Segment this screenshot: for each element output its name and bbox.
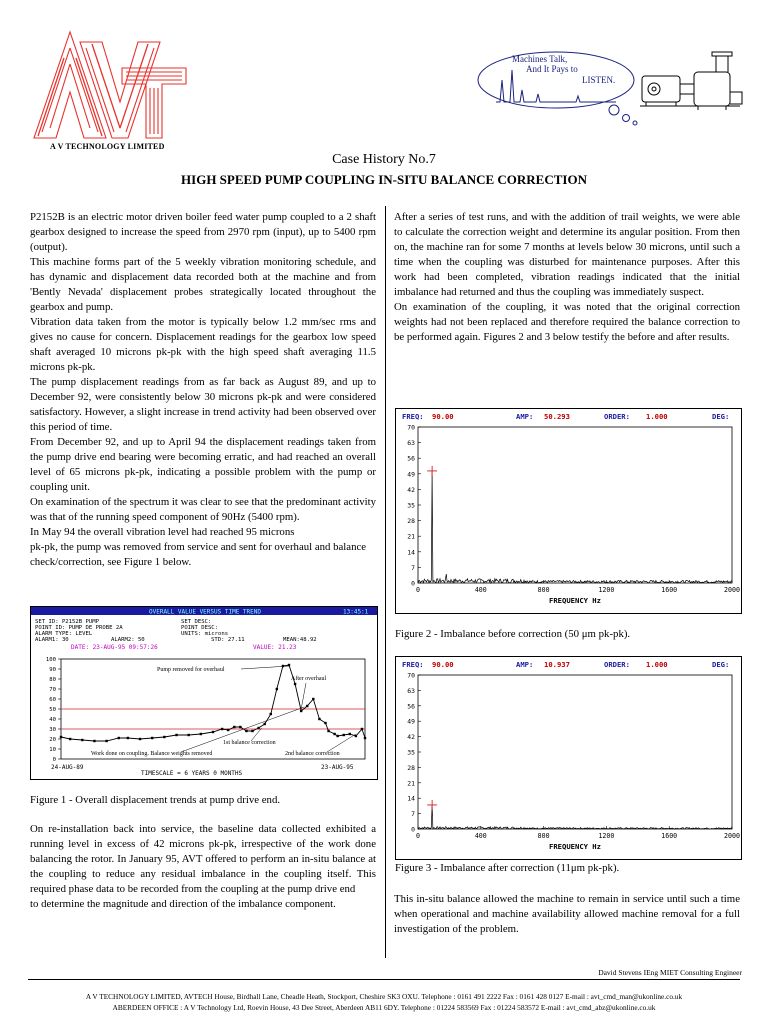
trend-point <box>239 726 241 728</box>
y-tick-label: 42 <box>407 733 415 742</box>
footer-address-main: A V TECHNOLOGY LIMITED, AVTECH House, Birdhall Lane, Cheadle Heath, Stockport, Cheshire SK3 OXU. Telephone : 0161 491 2222 Fax : 0161 428 0127 E-mail : avt_cmd_man@ukonline.co.uk <box>85 992 683 1001</box>
trend-point <box>187 734 189 736</box>
trend-point <box>163 736 165 738</box>
y-tick-label: 10 <box>49 747 56 753</box>
order-label: ORDER: <box>604 660 630 669</box>
tagline-line3: LISTEN. <box>582 75 616 85</box>
x-tick-label: 400 <box>474 832 487 840</box>
trend-point <box>212 731 214 733</box>
y-tick-label: 56 <box>407 454 415 463</box>
x-axis-label: FREQUENCY Hz <box>549 842 601 851</box>
y-tick-label: 100 <box>45 657 56 663</box>
case-number: Case History No.7 <box>332 152 436 167</box>
trend-point <box>221 728 223 730</box>
x-tick-label: 1600 <box>661 586 678 594</box>
x-tick-label: 1200 <box>598 832 615 840</box>
trend-point <box>233 726 235 728</box>
y-tick-label: 7 <box>411 810 415 819</box>
y-tick-label: 0 <box>52 757 56 763</box>
spectrum-line <box>418 471 732 583</box>
freq-value: 90.00 <box>432 660 454 669</box>
trend-point <box>343 734 345 736</box>
y-tick-label: 20 <box>49 737 56 743</box>
x-tick-label: 800 <box>537 586 550 594</box>
trend-value: VALUE: 21.23 <box>253 644 297 651</box>
header-set-id: SET ID: P2152B PUMP <box>35 619 99 625</box>
paragraph: From December 92, and up to April 94 the displacement readings taken from the pump drive end bearing were becoming erratic, and had reached an overall level of 65 microns pk-pk, indicating a possible problem with the pump or coupling unit. <box>30 436 376 493</box>
paragraph: pk-pk, the pump was removed from service and sent for overhaul and balance check/correction, see Figure 1 below. <box>30 541 367 568</box>
paragraph: On examination of the spectrum it was clear to see that the predominant activity was that of the running speed component of 90Hz (5400 rpm). <box>30 496 376 523</box>
y-tick-label: 49 <box>407 470 415 479</box>
y-tick-label: 30 <box>49 727 56 733</box>
order-value: 1.000 <box>646 412 668 421</box>
deg-label: DEG: <box>712 660 730 669</box>
trend-point <box>251 730 253 732</box>
trend-point <box>93 740 95 742</box>
trend-point <box>200 733 202 735</box>
column-divider <box>385 206 386 958</box>
x-start-label: 24-AUG-89 <box>51 764 84 771</box>
trend-time: 13:45:1 <box>343 608 369 616</box>
figure-1-caption: Figure 1 - Overall displacement trends at pump drive end. <box>30 794 281 806</box>
spectrum-after-svg <box>396 657 741 859</box>
y-tick-label: 14 <box>407 794 415 803</box>
trend-point <box>333 733 335 735</box>
x-axis-label: FREQUENCY Hz <box>549 596 601 605</box>
trend-date: DATE: 23-AUG-95 09:57:26 <box>71 644 158 651</box>
figure-2-spectrum-before <box>395 408 742 614</box>
x-tick-label: 2000 <box>724 586 740 594</box>
annotation-leader <box>327 734 356 752</box>
freq-label: FREQ: <box>402 660 424 669</box>
freq-value: 90.00 <box>432 412 454 421</box>
left-column <box>30 210 376 570</box>
trend-point <box>118 737 120 739</box>
trend-point <box>294 683 296 685</box>
y-tick-label: 35 <box>407 748 415 757</box>
figure-3-spectrum-after <box>395 656 742 860</box>
trend-point <box>151 737 153 739</box>
paragraph: The pump displacement readings from as far back as August 89, and up to December 92, were consistently below 30 microns pk-pk and were considered satisfactory. However, a slight increase in trend activity had been observed over this period of time. <box>30 376 376 433</box>
trend-point <box>276 688 278 690</box>
x-tick-label: 0 <box>416 832 420 840</box>
trend-point <box>127 737 129 739</box>
paragraph: to determine the magnitude and direction of the imbalance component. <box>30 898 336 910</box>
y-tick-label: 7 <box>411 563 415 572</box>
y-tick-label: 50 <box>49 707 56 713</box>
trend-point <box>263 723 265 725</box>
trend-point <box>245 730 247 732</box>
header-point-desc: POINT DESC: <box>181 625 219 631</box>
figure-3-caption: Figure 3 - Imbalance after correction (11μm pk-pk). <box>395 862 620 874</box>
header-point-id: POINT ID: PUMP DE PROBE 2A <box>35 625 123 631</box>
y-tick-label: 28 <box>407 763 415 772</box>
company-name: A V TECHNOLOGY LIMITED <box>50 142 165 151</box>
amp-label: AMP: <box>516 412 534 421</box>
annotation-after-overhaul: After overhaul <box>291 676 327 682</box>
spectrum-line <box>418 805 732 829</box>
trend-title: OVERALL VALUE VERSUS TIME TREND <box>149 608 261 616</box>
y-tick-label: 0 <box>411 825 415 834</box>
y-tick-label: 14 <box>407 548 415 557</box>
header-mean: MEAN:48.92 <box>283 637 317 643</box>
tagline-line1: Machines Talk, <box>512 54 568 64</box>
header-alarm1: ALARM1: 30 <box>35 637 69 643</box>
trend-point <box>69 738 71 740</box>
footer-rule <box>28 979 740 980</box>
trend-point <box>227 729 229 731</box>
x-tick-label: 400 <box>474 586 487 594</box>
timescale-label: TIMESCALE = 6 YEARS 0 MONTHS <box>141 770 243 777</box>
y-tick-label: 40 <box>49 717 56 723</box>
trend-point <box>105 740 107 742</box>
x-tick-label: 800 <box>537 832 550 840</box>
y-tick-label: 60 <box>49 697 56 703</box>
y-tick-label: 28 <box>407 517 415 526</box>
trend-point <box>355 735 357 737</box>
trend-point <box>312 698 314 700</box>
deg-label: DEG: <box>712 412 730 421</box>
right-column <box>394 210 740 345</box>
paragraph: On re-installation back into service, the baseline data collected exhibited a running level in excess of 42 microns pk-pk, irrespective of the work done balancing the rotor. In January 95, AVT offered to perform an in-situ balance at the coupling to reduce any residual imbalance in the coupling itself. This required phase data to be recorded from the coupling at the pump drive end <box>30 823 376 895</box>
annotation-leader <box>301 683 306 709</box>
header-alarm-type: ALARM TYPE: LEVEL <box>35 631 93 637</box>
trend-point <box>300 710 302 712</box>
x-tick-label: 1200 <box>598 586 615 594</box>
amp-label: AMP: <box>516 660 534 669</box>
y-tick-label: 63 <box>407 439 415 448</box>
y-tick-label: 21 <box>407 779 415 788</box>
trend-point <box>282 665 284 667</box>
order-value: 1.000 <box>646 660 668 669</box>
trend-point <box>361 728 363 730</box>
y-tick-label: 70 <box>49 687 56 693</box>
author-credit: David Stevens IEng MIET Consulting Engineer <box>598 968 742 977</box>
trend-point <box>175 734 177 736</box>
amp-value: 50.293 <box>544 412 570 421</box>
annotation-1st-balance: 1st balance correction <box>223 740 276 746</box>
trend-point <box>60 736 62 738</box>
x-tick-label: 0 <box>416 586 420 594</box>
y-tick-label: 90 <box>49 667 56 673</box>
spectrum-before-svg <box>396 409 741 613</box>
trend-point <box>336 735 338 737</box>
trend-point <box>364 737 366 739</box>
x-tick-label: 1600 <box>661 832 678 840</box>
annotation-pump-removed: Pump removed for overhaul <box>157 667 225 673</box>
paragraph: In May 94 the overall vibration level had reached 95 microns <box>30 526 295 538</box>
annotation-2nd-balance: 2nd balance correction <box>285 751 340 757</box>
x-end-label: 23-AUG-95 <box>321 764 354 771</box>
annotation-work-done: Work done on coupling. Balance weights removed <box>91 751 213 757</box>
y-tick-label: 70 <box>407 671 415 680</box>
tagline-line2: And It Pays to <box>526 64 578 74</box>
header-set-desc: SET DESC: <box>181 619 212 625</box>
y-tick-label: 70 <box>407 423 415 432</box>
paragraph: This in-situ balance allowed the machine to remain in service until such a time when operational and machine availability allowed machine removal for a full investigation of the problem. <box>394 893 740 935</box>
y-tick-label: 21 <box>407 532 415 541</box>
order-label: ORDER: <box>604 412 630 421</box>
trend-point <box>306 705 308 707</box>
y-tick-label: 49 <box>407 717 415 726</box>
trend-point <box>81 739 83 741</box>
footer-address-aberdeen: ABERDEEN OFFICE : A V Technology Ltd, Roevin House, 43 Dee Street, Aberdeen AB11 6DY. Telephone : 01224 583569 Fax : 01224 583572 E-mail : avt_cmd_abz@ukonline.co.uk <box>112 1003 656 1012</box>
plot-frame <box>418 427 732 583</box>
header-alarm2: ALARM2: 50 <box>111 637 145 643</box>
tagline-bubble <box>476 50 644 126</box>
y-tick-label: 0 <box>411 579 415 588</box>
page-title: HIGH SPEED PUMP COUPLING IN-SITU BALANCE CORRECTION <box>181 172 587 187</box>
trend-chart-svg <box>31 607 377 779</box>
figure-2-caption: Figure 2 - Imbalance before correction (50 μm pk-pk). <box>395 628 631 640</box>
paragraph: This machine forms part of the 5 weekly vibration monitoring schedule, and has dynamic and displacement data recorded both at the machine and from 'Bently Nevada' displacement probes strategically located throughout the gearbox and pump. <box>30 256 376 313</box>
y-tick-label: 56 <box>407 702 415 711</box>
trend-point <box>257 727 259 729</box>
paragraph: On examination of the coupling, it was noted that the original correction weights had not been replaced and therefore required the balance correction to be performed again. Figures 2 and 3 below testify the before and after results. <box>394 301 740 343</box>
trend-point <box>349 733 351 735</box>
header-units: UNITS: microns <box>181 631 229 637</box>
motor-pump-icon <box>636 48 746 118</box>
trend-point <box>318 718 320 720</box>
freq-label: FREQ: <box>402 412 424 421</box>
y-tick-label: 63 <box>407 686 415 695</box>
trend-point <box>139 738 141 740</box>
y-tick-label: 80 <box>49 677 56 683</box>
paragraph: Vibration data taken from the motor is typically below 1.2 mm/sec rms and gives no cause for concern. Displacement readings for the gearbox low speed shaft averaged 10 microns pk-pk with the high speed shaft averaging 11.5 microns pk-pk. <box>30 316 376 373</box>
paragraph: After a series of test runs, and with the addition of trail weights, we were able to calculate the correction weight and determine its angular position. From then on, the machine ran for some 7 months at levels below 30 microns, until such a time when the coupling was disturbed for maintenance purposes. After this work had been completed, vibration readings indicated that the initial imbalance had returned and thus the coupling was immediately suspect. <box>394 211 740 298</box>
avt-logo <box>30 28 188 146</box>
header-std: STD: 27.11 <box>211 637 245 643</box>
paragraph: P2152B is an electric motor driven boiler feed water pump coupled to a 2 shaft gearbox designed to increase the speed from 2970 rpm (input), up to 5400 rpm (output). <box>30 211 376 253</box>
trend-point <box>270 713 272 715</box>
plot-frame <box>418 675 732 829</box>
y-tick-label: 42 <box>407 485 415 494</box>
trend-point <box>324 722 326 724</box>
right-column-conclusion <box>394 892 740 937</box>
amp-value: 10.937 <box>544 660 570 669</box>
y-tick-label: 35 <box>407 501 415 510</box>
trend-point <box>327 730 329 732</box>
figure-1-trend-chart <box>30 606 378 780</box>
left-column-continued <box>30 822 376 912</box>
x-tick-label: 2000 <box>724 832 740 840</box>
